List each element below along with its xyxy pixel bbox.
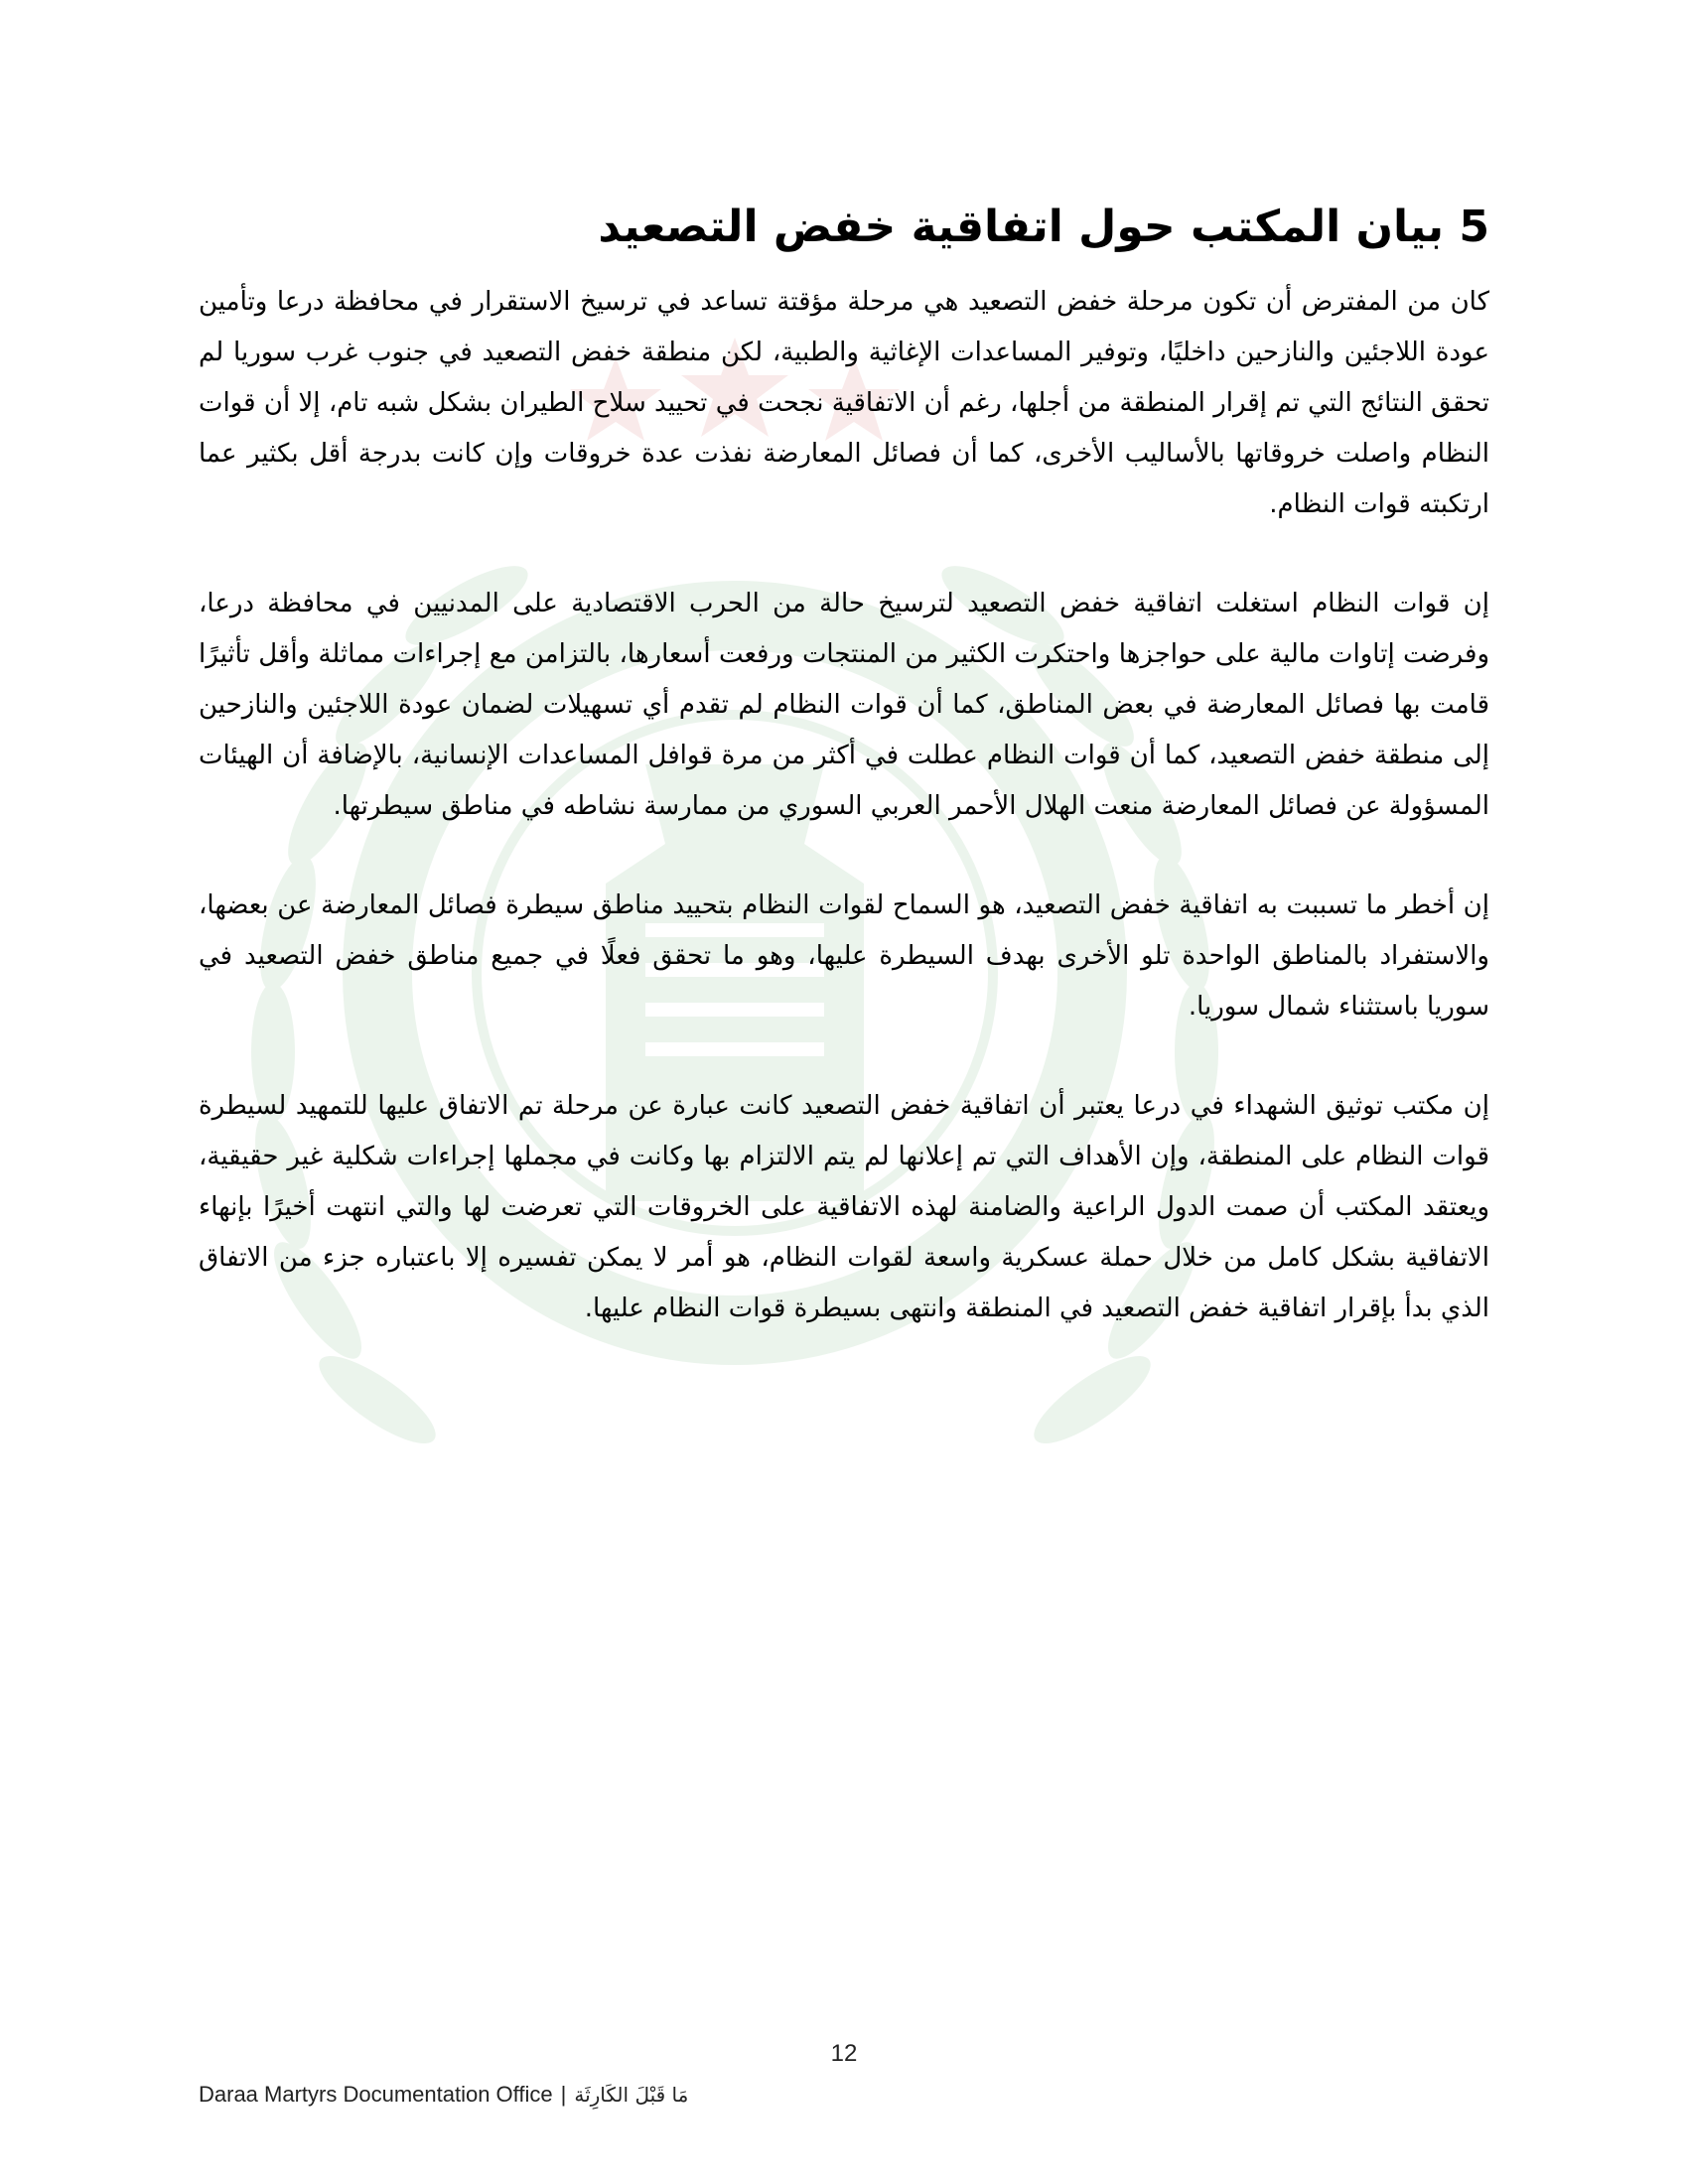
footer-tagline: مَا قَبْلَ الكَارِثَة [574,2083,689,2107]
page-number: 12 [830,2040,858,2067]
document-body [199,199,1489,1383]
footer-separator: | [560,2082,567,2107]
paragraph-3: إن أخطر ما تسببت به اتفاقية خفض التصعيد، هو السماح لقوات النظام بتحييد مناطق سيطرة فصائل المعارضة عن بعضها، والاستفراد بالمناطق الواحدة تلو الأخرى بهدف السيطرة عليها، وهو ما تحقق فعلًا في جميع مناطق خفض التصعيد في سوريا باستثناء شمال سوريا. [199,890,1489,1023]
footer [199,2082,688,2108]
paragraph-4: إن مكتب توثيق الشهداء في درعا يعتبر أن اتفاقية خفض التصعيد كانت عبارة عن مرحلة تم الاتفاق عليها للتمهيد لسيطرة قوات النظام على المنطقة، وإن الأهداف التي تم إعلانها لم يتم الالتزام بها وكانت في مجملها إجراءات شكلية غير حقيقية، ويعتقد المكتب أن صمت الدول الراعية والضامنة لهذه الاتفاقية على الخروقات التي تعرضت لها والتي انتهت أخيرًا بإنهاء الاتفاقية بشكل كامل من خلال حملة عسكرية واسعة لقوات النظام، هو أمر لا يمكن تفسيره إلا باعتباره جزء من الاتفاق الذي بدأ بإقرار اتفاقية خفض التصعيد في المنطقة وانتهى بسيطرة قوات النظام عليها. [199,1091,1489,1324]
paragraph-1: كان من المفترض أن تكون مرحلة خفض التصعيد هي مرحلة مؤقتة تساعد في ترسيخ الاستقرار في محافظة درعا وتأمين عودة اللاجئين والنازحين داخليًا، وتوفير المساعدات الإغاثية والطبية، لكن منطقة خفض التصعيد في جنوب غرب سوريا لم تحقق النتائج التي تم إقرار المنطقة من أجلها، رغم أن الاتفاقية نجحت في تحييد سلاح الطيران بشكل شبه تام، إلا أن قوات النظام واصلت خروقاتها بالأساليب الأخرى، كما أن فصائل المعارضة نفذت عدة خروقات وإن كانت بدرجة أقل بكثير عما ارتكبته قوات النظام. [199,287,1489,520]
footer-office-name: Daraa Martyrs Documentation Office [199,2082,553,2107]
paragraph-2: إن قوات النظام استغلت اتفاقية خفض التصعيد لترسيخ حالة من الحرب الاقتصادية على المدنيين في محافظة درعا، وفرضت إتاوات مالية على حواجزها واحتكرت الكثير من المنتجات ورفعت أسعارها، بالتزامن مع إجراءات مماثلة وأقل تأثيرًا قامت بها فصائل المعارضة في بعض المناطق، كما أن قوات النظام لم تقدم أي تسهيلات لضمان عودة اللاجئين والنازحين إلى منطقة خفض التصعيد، كما أن قوات النظام عطلت في أكثر من مرة قوافل المساعدات الإنسانية، بالإضافة أن الهيئات المسؤولة عن فصائل المعارضة منعت الهلال الأحمر العربي السوري من ممارسة نشاطه في مناطق سيطرتها. [199,589,1489,822]
section-title: 5 بيان المكتب حول اتفاقية خفض التصعيد [598,202,1489,252]
